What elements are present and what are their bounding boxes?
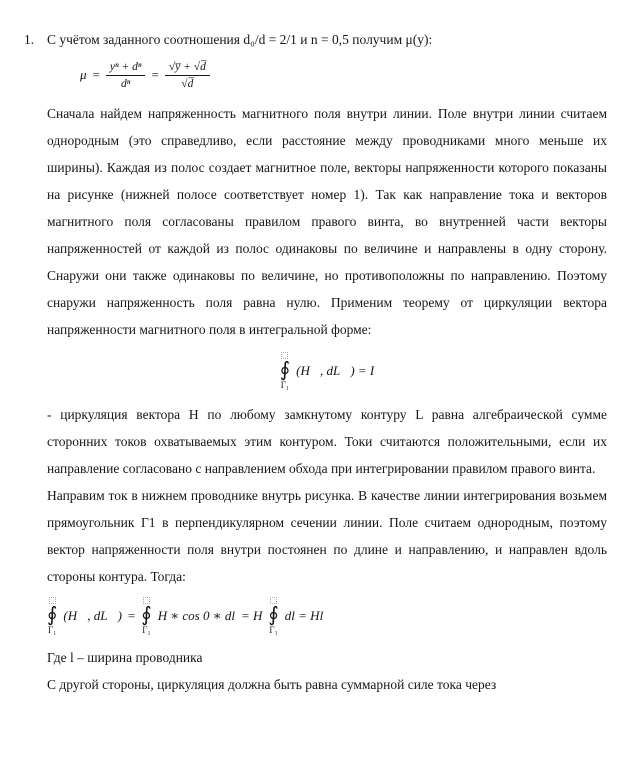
formula-mu <box>80 60 607 91</box>
formula-h-l <box>47 597 607 635</box>
item-number: 1. <box>24 32 35 47</box>
oint-symbol-3: ∮ <box>268 604 279 626</box>
formula-mu-lhs: μ <box>80 67 87 83</box>
paragraph-current-direction: Направим ток в нижнем проводнике внутрь рисунка. В качестве линии интегрирования возьмем прямоугольник Г1 в перпендикулярном сечении линии. Поле считаем однородным, поэтому вектор напряженности поля внутри постоянен по длине и направлению, и направлен вдоль стороны контура. Тогда: <box>47 488 607 584</box>
contour-integral <box>280 352 290 390</box>
formula-hl-body-1: (H⃗, dL⃗) <box>63 607 122 623</box>
paragraph-field-inside-line: Сначала найдем напряженность магнитного поля внутри линии. Поле внутри линии считаем однородным (это справедливо, если расстояние между проводниками много меньше их ширины). Каждая из полос создает магнитное поле, векторы напряженности которого показаны на рисунке (нижней полосе соответствует номер 1). Так как направление тока и векторов магнитного поля согласованы правилом правого винта, во внутренней части векторы напряженностей от каждой из полос одинаковы по величине и направлены в одну сторону. Снаружи они также одинаковы по величине, но противоположны по направлению. Поэтому снаружи напряженность поля равна нулю. Применим теорему от циркуляции вектора напряженности магнитного поля в интегральной форме: <box>47 106 607 337</box>
placeholder-box-icon <box>281 352 288 359</box>
formula-hl-eq-1: = <box>127 607 136 623</box>
intro-text: С учётом заданного соотношения d₀/d = 2/1 и n = 0,5 получим μ(у): <box>47 32 433 47</box>
placeholder-box-icon <box>270 597 277 604</box>
formula-circulation <box>47 352 607 390</box>
formula-mu-equals: = <box>92 67 100 83</box>
placeholder-box-icon <box>143 597 150 604</box>
formula-hl-eq-2: = H <box>240 607 263 623</box>
oint-symbol-2: ∮ <box>141 604 152 626</box>
oint-symbol-1: ∮ <box>47 604 58 626</box>
contour-integral-3 <box>268 597 278 635</box>
paragraph-other-side-cutoff: С другой стороны, циркуляция должна быть равна суммарной силе тока через <box>47 677 497 692</box>
formula-mu-equals-2: = <box>151 67 159 83</box>
paragraph-l-definition: Где l – ширина проводника <box>47 650 203 665</box>
contour-label-3: Γ₁ <box>269 625 278 635</box>
fraction-1-numerator: yⁿ + dⁿ <box>109 61 142 73</box>
fraction-2-numerator: √y̅ + √d̅ <box>168 61 206 73</box>
placeholder-box-icon <box>49 597 56 604</box>
formula-hl-body-3: dl = Hl <box>284 607 324 623</box>
oint-symbol: ∮ <box>279 359 291 381</box>
fraction-2 <box>165 60 210 91</box>
intro-line <box>24 26 607 53</box>
formula-circulation-body: (H⃗, dL⃗) = I <box>296 362 375 378</box>
fraction-1-denominator: dⁿ <box>106 75 146 91</box>
contour-label-1: Γ₁ <box>48 625 57 635</box>
fraction-1 <box>106 60 146 91</box>
contour-integral-2 <box>141 597 151 635</box>
contour-label-2: Γ₁ <box>142 625 151 635</box>
formula-hl-body-2: H ∗ cos 0 ∗ dl <box>157 607 235 623</box>
paragraph-circulation-definition: - циркуляция вектора H по любому замкнутому контуру L равна алгебраической сумме сторонних токов охватываемых этим контуром. Токи считаются положительными, если их направление согласовано с направлением обхода при интегрировании правилом правого винта. <box>47 407 607 476</box>
fraction-2-denominator: √d̅ <box>165 75 210 91</box>
contour-integral-1 <box>47 597 57 635</box>
contour-label: Γ₁ <box>280 380 290 390</box>
